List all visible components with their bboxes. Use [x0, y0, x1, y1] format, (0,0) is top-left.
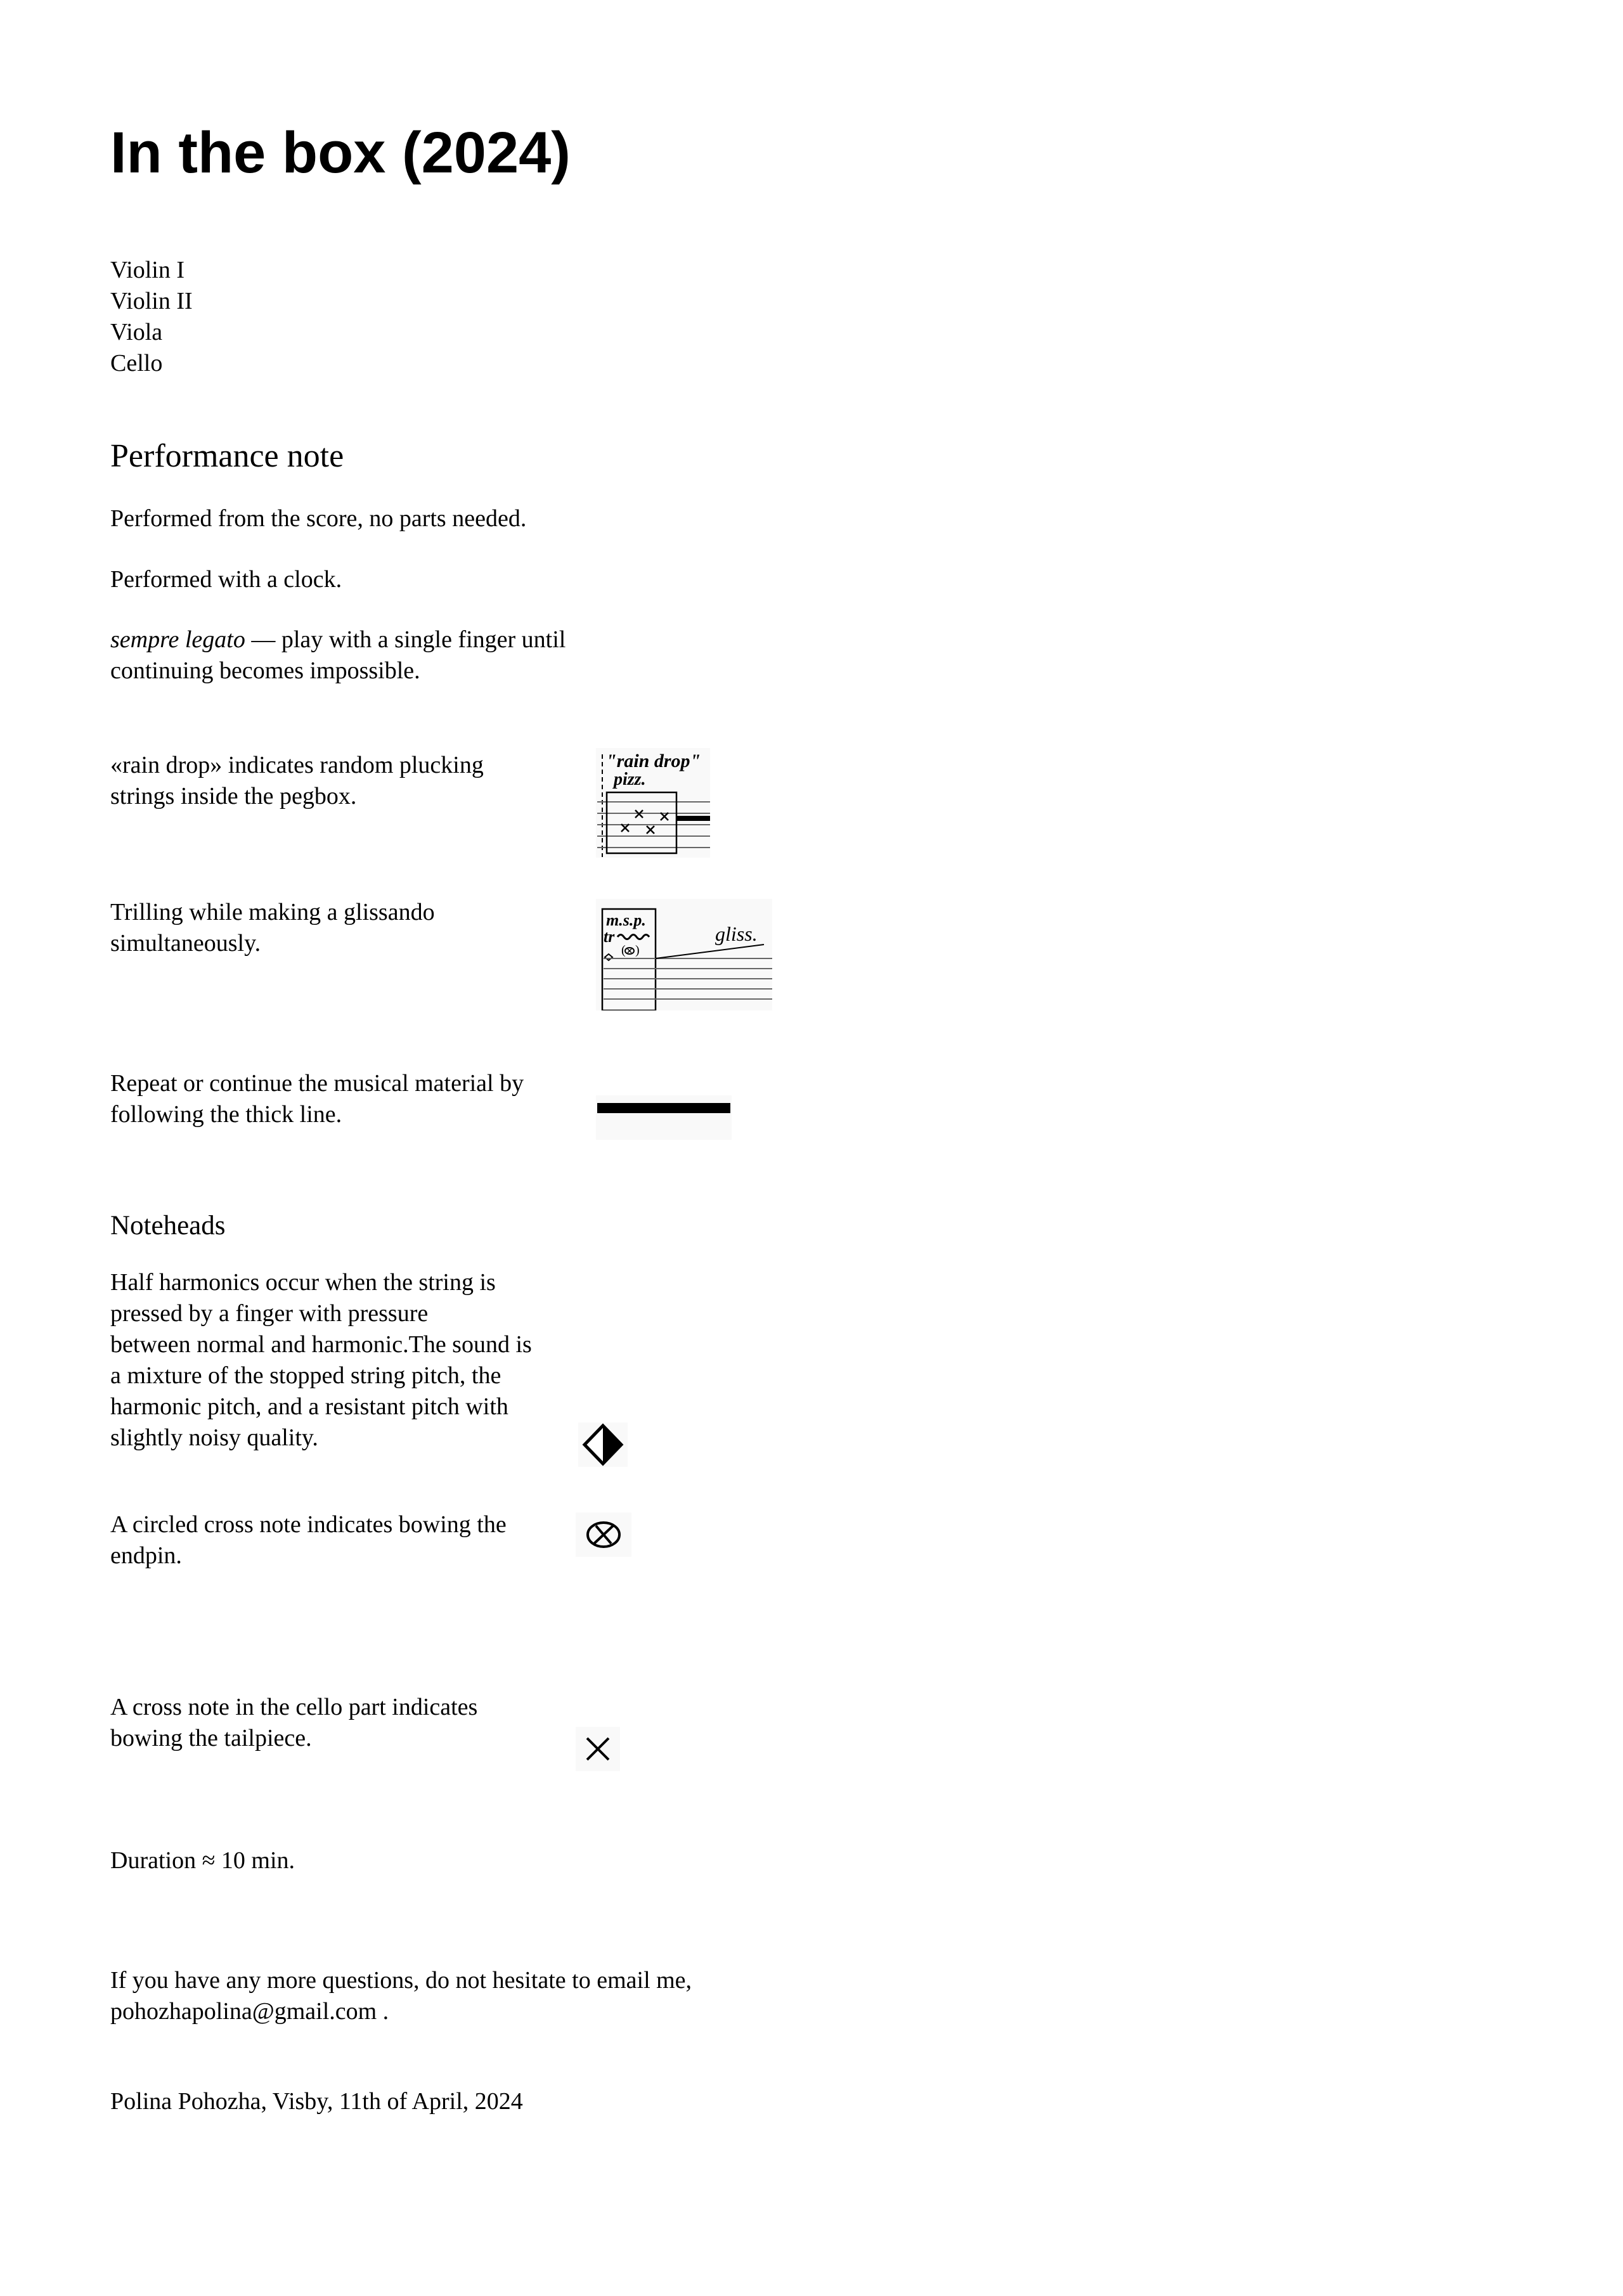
- trill-fig-msp: m.s.p.: [606, 911, 646, 929]
- instrument-item: Violin II: [110, 288, 193, 314]
- contact-text: If you have any more questions, do not hesitate to email me, pohozhapolina@gmail.com .: [110, 1965, 692, 2027]
- cross-notehead-icon: [576, 1727, 620, 1771]
- clock-note-text: Performed with a clock.: [110, 566, 342, 593]
- legato-term: sempre legato: [110, 626, 245, 653]
- contact-email[interactable]: pohozhapolina@gmail.com .: [110, 1998, 389, 2025]
- score-note-text: Performed from the score, no parts needed.: [110, 505, 527, 532]
- cross-text: A cross note in the cello part indicates bowing the tailpiece.: [110, 1694, 478, 1751]
- duration-text: Duration ≈ 10 min.: [110, 1847, 295, 1874]
- raindrop-fig-pizz: pizz.: [614, 770, 646, 789]
- instrument-item: Viola: [110, 319, 163, 345]
- circled-cross-text: A circled cross note indicates bowing the endpin.: [110, 1511, 507, 1569]
- half-harmonic-notehead-icon: [578, 1422, 628, 1467]
- legato-note-text: sempre legato — play with a single finger until continuing becomes impossible.: [110, 626, 566, 684]
- trill-glissando-notation-icon: [596, 899, 772, 1010]
- thick-line-note-text: Repeat or continue the musical material by following the thick line.: [110, 1070, 524, 1128]
- raindrop-note-text: «rain drop» indicates random plucking strings inside the pegbox.: [110, 752, 484, 809]
- performance-note-heading: Performance note: [110, 438, 344, 474]
- raindrop-fig-label: "rain drop": [606, 751, 701, 771]
- circled-cross-notehead-icon: [576, 1512, 631, 1557]
- instrument-list: [110, 255, 193, 379]
- half-harmonics-text: Half harmonics occur when the string is pressed by a finger with pressure between normal and harmonic.The sound is a mixture of the stopped string pitch, the harmonic pitch, and a resistant pitch with slightly noisy quality.: [110, 1269, 532, 1451]
- trill-note-text: Trilling while making a glissando simultaneously.: [110, 899, 435, 957]
- svg-text:): ): [635, 943, 640, 957]
- trill-fig-gliss: gliss.: [715, 922, 758, 945]
- page-title: In the box (2024): [110, 120, 571, 185]
- trill-fig-tr: tr: [604, 927, 615, 946]
- rain-drop-pizz-notation-icon: [596, 748, 710, 858]
- svg-text:(: (: [621, 943, 626, 957]
- instrument-item: Violin I: [110, 257, 184, 283]
- instrument-item: Cello: [110, 350, 163, 377]
- signature-text: Polina Pohozha, Visby, 11th of April, 2024: [110, 2088, 523, 2115]
- thick-line-notation-icon: [596, 1095, 732, 1140]
- noteheads-heading: Noteheads: [110, 1211, 226, 1241]
